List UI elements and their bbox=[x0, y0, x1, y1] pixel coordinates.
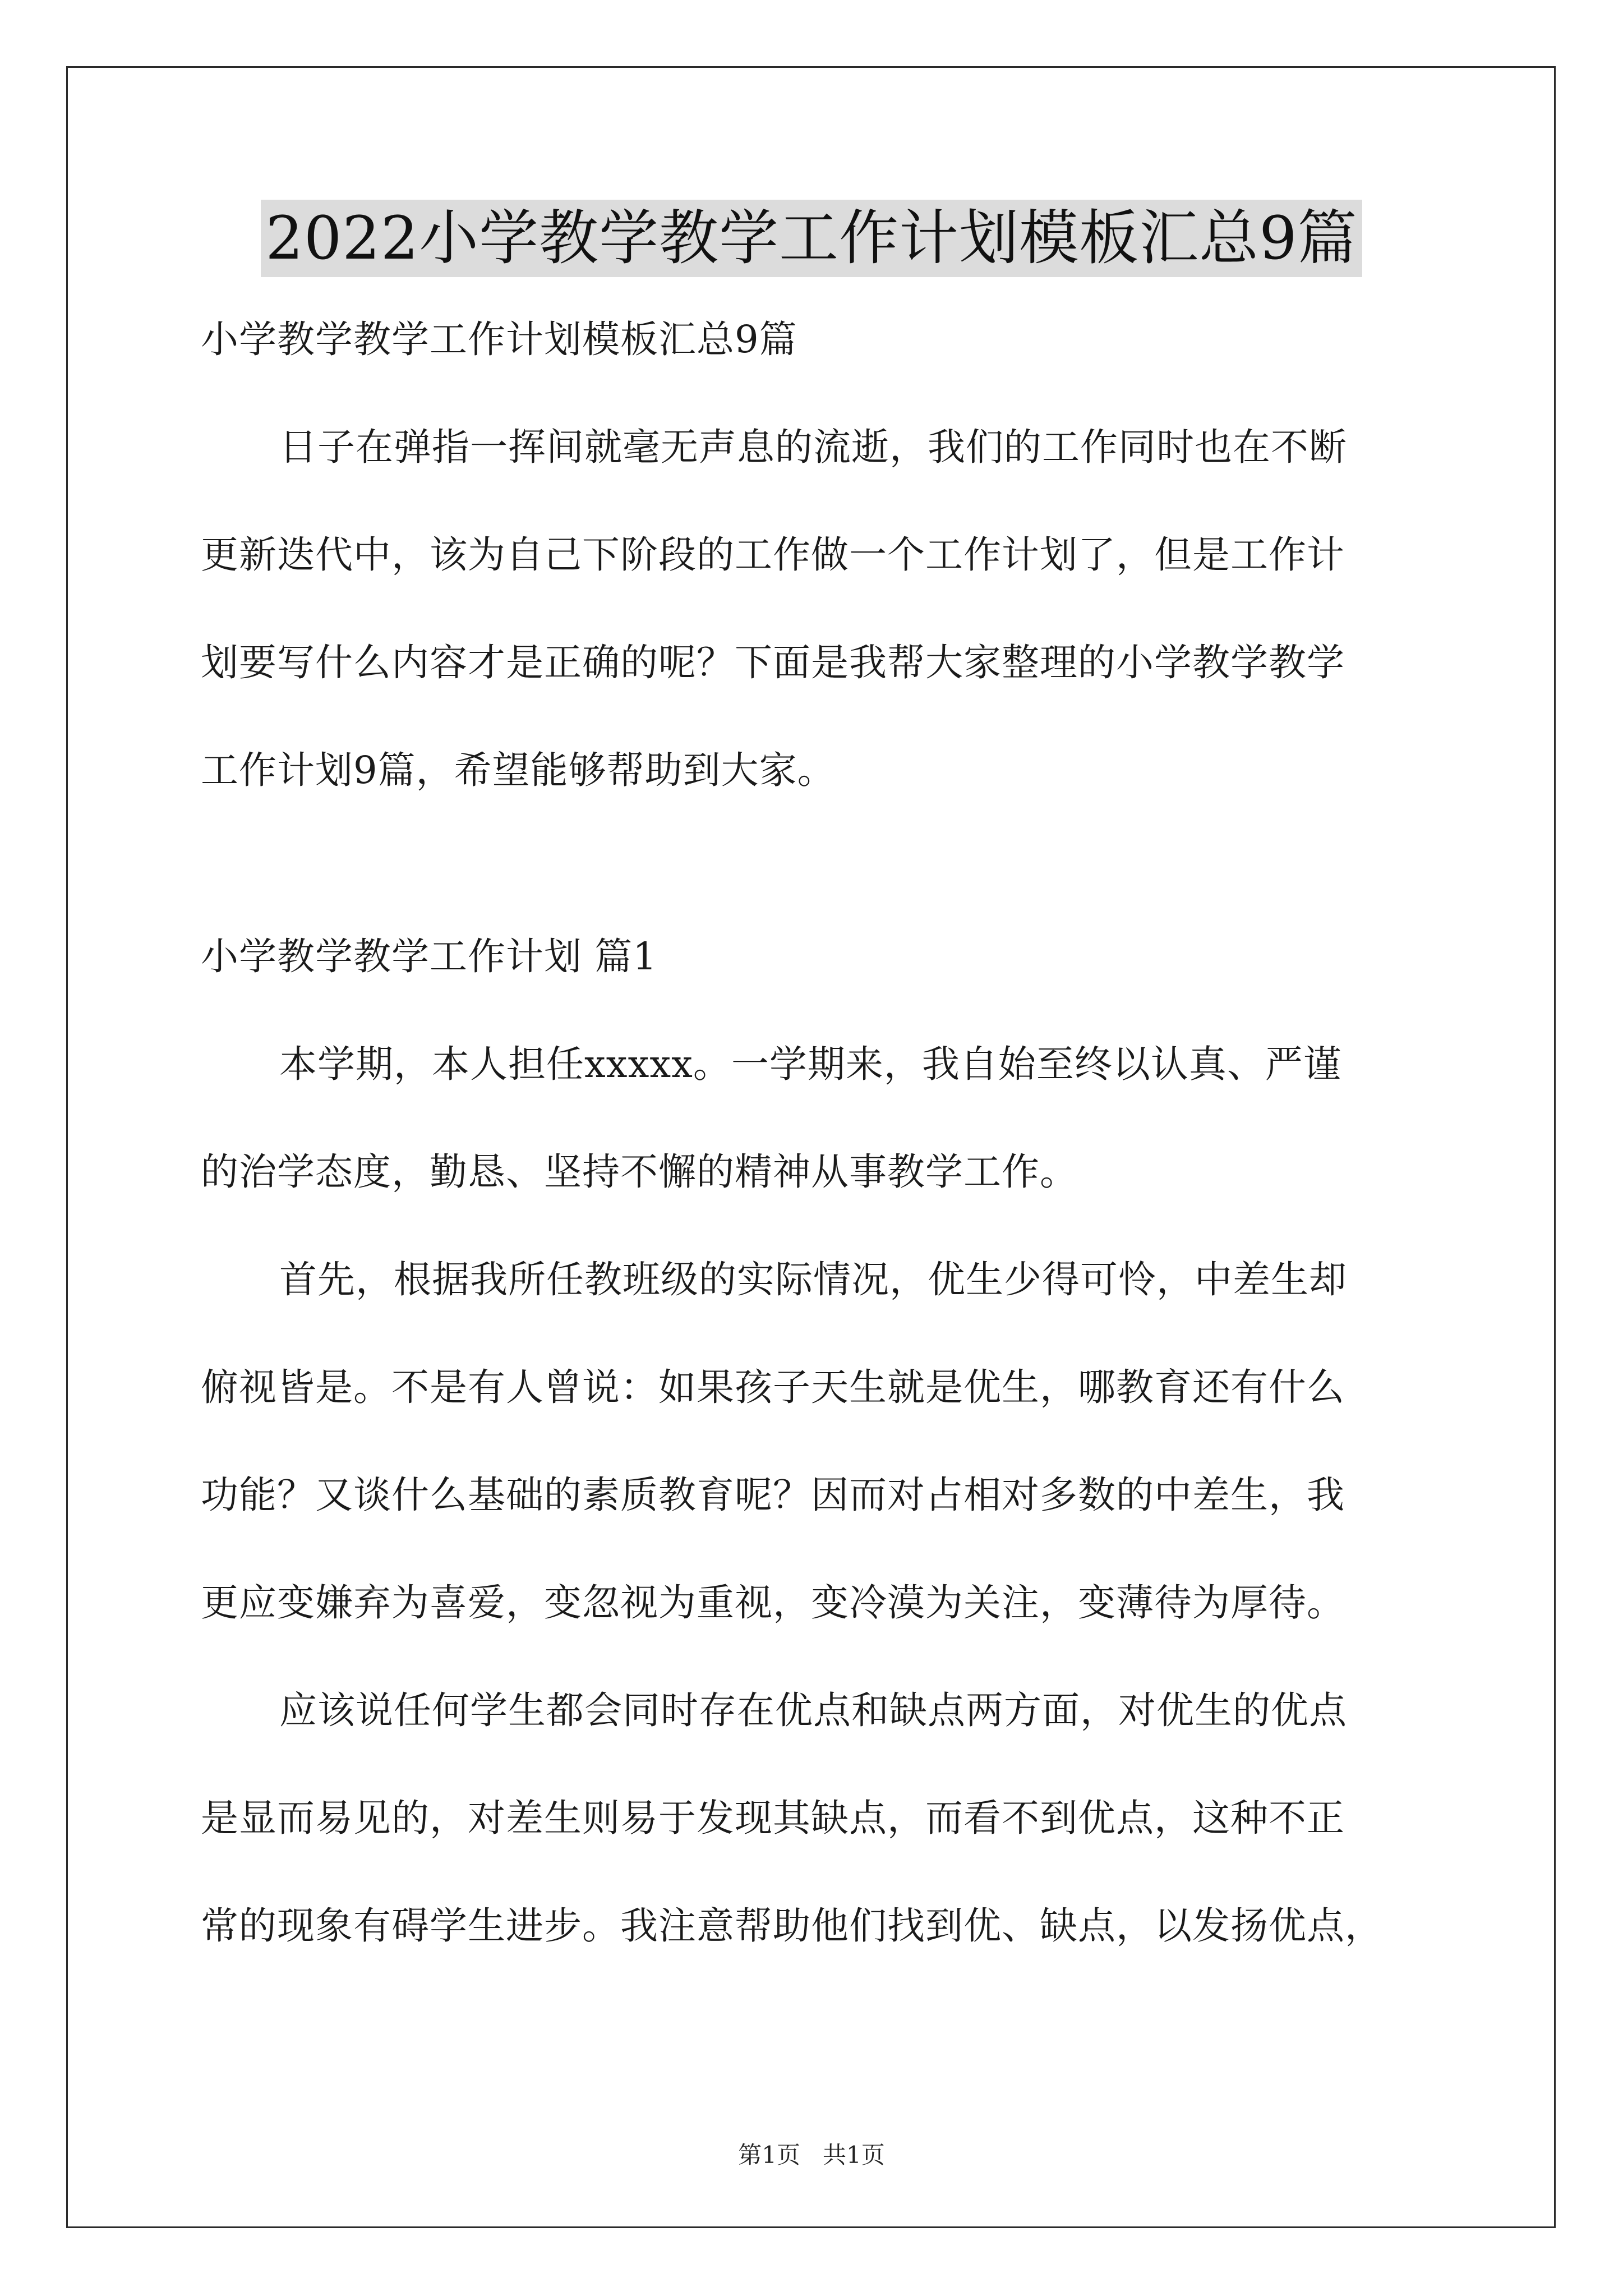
document-title-container bbox=[0, 200, 1623, 277]
paragraph-line: 常的现象有碍学生进步。我注意帮助他们找到优、缺点，以发扬优点， bbox=[201, 1904, 1383, 1948]
paragraph-line: 首先，根据我所任教班级的实际情况，优生少得可怜，中差生却 bbox=[279, 1258, 1347, 1301]
paragraph-line: 功能？又谈什么基础的素质教育呢？因而对占相对多数的中差生，我 bbox=[201, 1473, 1345, 1517]
section-heading: 小学教学教学工作计划 篇1 bbox=[201, 935, 657, 978]
paragraph-line: 应该说任何学生都会同时存在优点和缺点两方面，对优生的优点 bbox=[279, 1688, 1347, 1732]
document-title: 2022小学教学教学工作计划模板汇总9篇 bbox=[261, 200, 1362, 277]
intro-line: 划要写什么内容才是正确的呢？下面是我帮大家整理的小学教学教学 bbox=[201, 641, 1345, 684]
paragraph-line: 俯视皆是。不是有人曾说：如果孩子天生就是优生，哪教育还有什么 bbox=[201, 1365, 1345, 1409]
page-footer: 第1页 共1页 bbox=[738, 2141, 885, 2169]
intro-line: 更新迭代中，该为自己下阶段的工作做一个工作计划了，但是工作计 bbox=[201, 533, 1345, 577]
paragraph-line: 本学期，本人担任xxxxx。一学期来，我自始至终以认真、严谨 bbox=[279, 1042, 1341, 1086]
document-subtitle: 小学教学教学工作计划模板汇总9篇 bbox=[201, 318, 797, 361]
paragraph-line: 是显而易见的，对差生则易于发现其缺点，而看不到优点，这种不正 bbox=[201, 1796, 1345, 1840]
paragraph-line: 更应变嫌弃为喜爱，变忽视为重视，变冷漠为关注，变薄待为厚待。 bbox=[201, 1581, 1345, 1625]
intro-line: 日子在弹指一挥间就毫无声息的流逝，我们的工作同时也在不断 bbox=[279, 425, 1347, 469]
paragraph-line: 的治学态度，勤恳、坚持不懈的精神从事教学工作。 bbox=[201, 1150, 1078, 1194]
intro-line: 工作计划9篇，希望能够帮助到大家。 bbox=[201, 748, 836, 792]
